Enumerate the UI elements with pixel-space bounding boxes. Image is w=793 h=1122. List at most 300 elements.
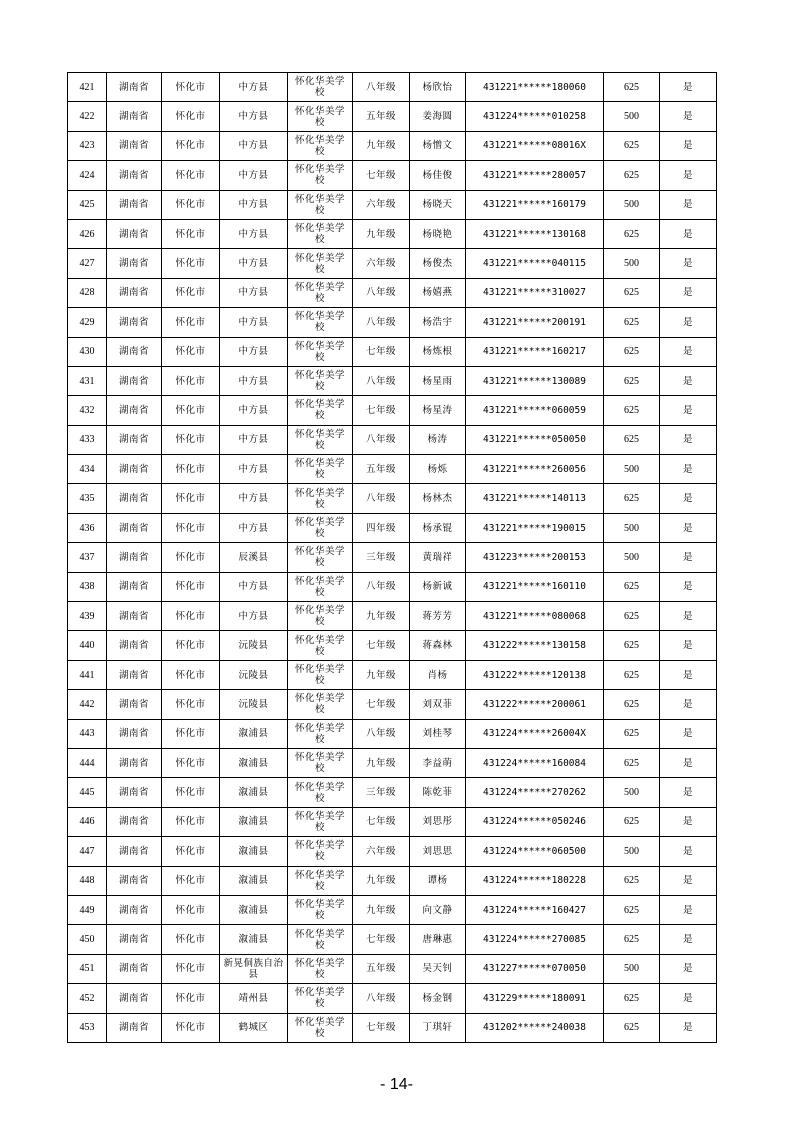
eligible-flag-cell: 是: [660, 308, 717, 337]
id-card-cell: 431221******280057: [466, 161, 604, 190]
county-cell: 中方县: [220, 337, 288, 366]
school-cell: 怀化华美学校: [288, 278, 353, 307]
id-card-cell: 431221******160110: [466, 572, 604, 601]
student-name-cell: 杨欣怡: [410, 73, 466, 102]
province-cell: 湖南省: [107, 249, 162, 278]
id-card-cell: 431224******270262: [466, 778, 604, 807]
county-cell: 中方县: [220, 73, 288, 102]
grade-cell: 四年级: [353, 513, 410, 542]
school-cell: 怀化华美学校: [288, 190, 353, 219]
student-name-cell: 杨涛: [410, 425, 466, 454]
school-cell: 怀化华美学校: [288, 1013, 353, 1042]
amount-cell: 625: [604, 73, 660, 102]
province-cell: 湖南省: [107, 161, 162, 190]
city-cell: 怀化市: [162, 278, 220, 307]
amount-cell: 625: [604, 425, 660, 454]
row-number-cell: 421: [68, 73, 107, 102]
id-card-cell: 431224******26004X: [466, 719, 604, 748]
school-cell: 怀化华美学校: [288, 719, 353, 748]
student-name-cell: 唐琳惠: [410, 925, 466, 954]
row-number-cell: 427: [68, 249, 107, 278]
student-name-cell: 杨浩宇: [410, 308, 466, 337]
id-card-cell: 431221******060059: [466, 396, 604, 425]
province-cell: 湖南省: [107, 484, 162, 513]
county-cell: 中方县: [220, 102, 288, 131]
id-card-cell: 431227******070050: [466, 954, 604, 983]
eligible-flag-cell: 是: [660, 572, 717, 601]
province-cell: 湖南省: [107, 219, 162, 248]
grade-cell: 七年级: [353, 925, 410, 954]
row-number-cell: 431: [68, 366, 107, 395]
grade-cell: 三年级: [353, 778, 410, 807]
row-number-cell: 442: [68, 690, 107, 719]
table-row: [68, 543, 717, 572]
school-cell: 怀化华美学校: [288, 102, 353, 131]
school-cell: 怀化华美学校: [288, 543, 353, 572]
county-cell: 溆浦县: [220, 837, 288, 866]
row-number-cell: 428: [68, 278, 107, 307]
city-cell: 怀化市: [162, 308, 220, 337]
city-cell: 怀化市: [162, 102, 220, 131]
eligible-flag-cell: 是: [660, 425, 717, 454]
student-name-cell: 杨俊杰: [410, 249, 466, 278]
grade-cell: 六年级: [353, 249, 410, 278]
id-card-cell: 431224******160427: [466, 895, 604, 924]
province-cell: 湖南省: [107, 602, 162, 631]
row-number-cell: 432: [68, 396, 107, 425]
province-cell: 湖南省: [107, 131, 162, 160]
student-name-cell: 李益萌: [410, 748, 466, 777]
eligible-flag-cell: 是: [660, 131, 717, 160]
student-name-cell: 刘思彤: [410, 807, 466, 836]
row-number-cell: 438: [68, 572, 107, 601]
eligible-flag-cell: 是: [660, 102, 717, 131]
grade-cell: 九年级: [353, 602, 410, 631]
grade-cell: 八年级: [353, 984, 410, 1013]
student-name-cell: 黄瑞祥: [410, 543, 466, 572]
id-card-cell: 431222******120138: [466, 660, 604, 689]
id-card-cell: 431221******08016X: [466, 131, 604, 160]
grade-cell: 八年级: [353, 73, 410, 102]
county-cell: 辰溪县: [220, 543, 288, 572]
student-name-cell: 杨憎文: [410, 131, 466, 160]
table-row: [68, 1013, 717, 1042]
table-row: [68, 249, 717, 278]
table-row: [68, 895, 717, 924]
amount-cell: 625: [604, 1013, 660, 1042]
page-number: - 14-: [380, 1076, 413, 1093]
grade-cell: 五年级: [353, 954, 410, 983]
county-cell: 靖州县: [220, 984, 288, 1013]
province-cell: 湖南省: [107, 543, 162, 572]
row-number-cell: 439: [68, 602, 107, 631]
id-card-cell: 431202******240038: [466, 1013, 604, 1042]
student-name-cell: 蒋芳芳: [410, 602, 466, 631]
amount-cell: 500: [604, 190, 660, 219]
school-cell: 怀化华美学校: [288, 161, 353, 190]
city-cell: 怀化市: [162, 984, 220, 1013]
table-row: [68, 102, 717, 131]
county-cell: 溆浦县: [220, 925, 288, 954]
county-cell: 沅陵县: [220, 690, 288, 719]
eligible-flag-cell: 是: [660, 602, 717, 631]
student-name-cell: 姜海圆: [410, 102, 466, 131]
province-cell: 湖南省: [107, 337, 162, 366]
eligible-flag-cell: 是: [660, 396, 717, 425]
student-name-cell: 刘桂琴: [410, 719, 466, 748]
city-cell: 怀化市: [162, 396, 220, 425]
amount-cell: 625: [604, 572, 660, 601]
eligible-flag-cell: 是: [660, 778, 717, 807]
eligible-flag-cell: 是: [660, 690, 717, 719]
row-number-cell: 426: [68, 219, 107, 248]
grade-cell: 九年级: [353, 866, 410, 895]
school-cell: 怀化华美学校: [288, 131, 353, 160]
row-number-cell: 436: [68, 513, 107, 542]
table-row: [68, 631, 717, 660]
county-cell: 中方县: [220, 396, 288, 425]
eligible-flag-cell: 是: [660, 748, 717, 777]
grade-cell: 八年级: [353, 572, 410, 601]
city-cell: 怀化市: [162, 1013, 220, 1042]
table-row: [68, 719, 717, 748]
id-card-cell: 431221******190015: [466, 513, 604, 542]
row-number-cell: 424: [68, 161, 107, 190]
id-card-cell: 431224******160084: [466, 748, 604, 777]
table-row: [68, 572, 717, 601]
row-number-cell: 425: [68, 190, 107, 219]
eligible-flag-cell: 是: [660, 984, 717, 1013]
province-cell: 湖南省: [107, 807, 162, 836]
student-name-cell: 刘思思: [410, 837, 466, 866]
student-name-cell: 刘双菲: [410, 690, 466, 719]
county-cell: 溆浦县: [220, 895, 288, 924]
eligible-flag-cell: 是: [660, 660, 717, 689]
county-cell: 中方县: [220, 455, 288, 484]
grade-cell: 八年级: [353, 425, 410, 454]
table-row: [68, 190, 717, 219]
amount-cell: 625: [604, 690, 660, 719]
province-cell: 湖南省: [107, 954, 162, 983]
eligible-flag-cell: 是: [660, 631, 717, 660]
school-cell: 怀化华美学校: [288, 249, 353, 278]
id-card-cell: 431221******160179: [466, 190, 604, 219]
amount-cell: 625: [604, 807, 660, 836]
student-name-cell: 杨星雨: [410, 366, 466, 395]
province-cell: 湖南省: [107, 1013, 162, 1042]
county-cell: 中方县: [220, 190, 288, 219]
city-cell: 怀化市: [162, 455, 220, 484]
grade-cell: 三年级: [353, 543, 410, 572]
province-cell: 湖南省: [107, 513, 162, 542]
student-name-cell: 谭杨: [410, 866, 466, 895]
province-cell: 湖南省: [107, 748, 162, 777]
eligible-flag-cell: 是: [660, 73, 717, 102]
id-card-cell: 431221******080068: [466, 602, 604, 631]
grade-cell: 九年级: [353, 660, 410, 689]
id-card-cell: 431221******050050: [466, 425, 604, 454]
county-cell: 中方县: [220, 278, 288, 307]
province-cell: 湖南省: [107, 719, 162, 748]
table-row: [68, 954, 717, 983]
row-number-cell: 446: [68, 807, 107, 836]
county-cell: 中方县: [220, 308, 288, 337]
school-cell: 怀化华美学校: [288, 660, 353, 689]
county-cell: 中方县: [220, 484, 288, 513]
city-cell: 怀化市: [162, 219, 220, 248]
row-number-cell: 451: [68, 954, 107, 983]
amount-cell: 625: [604, 895, 660, 924]
eligible-flag-cell: 是: [660, 190, 717, 219]
county-cell: 中方县: [220, 219, 288, 248]
amount-cell: 500: [604, 543, 660, 572]
grade-cell: 九年级: [353, 131, 410, 160]
student-name-cell: 杨金钢: [410, 984, 466, 1013]
county-cell: 溆浦县: [220, 866, 288, 895]
student-name-cell: 杨林杰: [410, 484, 466, 513]
id-card-cell: 431221******140113: [466, 484, 604, 513]
id-card-cell: 431224******180228: [466, 866, 604, 895]
province-cell: 湖南省: [107, 984, 162, 1013]
table-row: [68, 337, 717, 366]
eligible-flag-cell: 是: [660, 278, 717, 307]
city-cell: 怀化市: [162, 425, 220, 454]
amount-cell: 500: [604, 954, 660, 983]
city-cell: 怀化市: [162, 925, 220, 954]
amount-cell: 625: [604, 602, 660, 631]
grade-cell: 七年级: [353, 337, 410, 366]
amount-cell: 625: [604, 219, 660, 248]
province-cell: 湖南省: [107, 572, 162, 601]
table-row: [68, 602, 717, 631]
grade-cell: 八年级: [353, 308, 410, 337]
amount-cell: 625: [604, 337, 660, 366]
county-cell: 溆浦县: [220, 807, 288, 836]
student-name-cell: 杨星涛: [410, 396, 466, 425]
county-cell: 中方县: [220, 249, 288, 278]
eligible-flag-cell: 是: [660, 954, 717, 983]
student-name-cell: 吴天钊: [410, 954, 466, 983]
grade-cell: 七年级: [353, 690, 410, 719]
city-cell: 怀化市: [162, 73, 220, 102]
grade-cell: 八年级: [353, 366, 410, 395]
school-cell: 怀化华美学校: [288, 925, 353, 954]
eligible-flag-cell: 是: [660, 513, 717, 542]
amount-cell: 500: [604, 249, 660, 278]
row-number-cell: 444: [68, 748, 107, 777]
table-row: [68, 396, 717, 425]
amount-cell: 625: [604, 161, 660, 190]
eligible-flag-cell: 是: [660, 807, 717, 836]
city-cell: 怀化市: [162, 866, 220, 895]
county-cell: 溆浦县: [220, 748, 288, 777]
city-cell: 怀化市: [162, 543, 220, 572]
province-cell: 湖南省: [107, 631, 162, 660]
eligible-flag-cell: 是: [660, 455, 717, 484]
amount-cell: 625: [604, 396, 660, 425]
county-cell: 中方县: [220, 131, 288, 160]
student-name-cell: 肖杨: [410, 660, 466, 689]
table-row: [68, 425, 717, 454]
row-number-cell: 422: [68, 102, 107, 131]
student-name-cell: 杨新诚: [410, 572, 466, 601]
table-row: [68, 455, 717, 484]
id-card-cell: 431221******040115: [466, 249, 604, 278]
city-cell: 怀化市: [162, 778, 220, 807]
row-number-cell: 433: [68, 425, 107, 454]
grade-cell: 六年级: [353, 190, 410, 219]
table-row: [68, 308, 717, 337]
student-name-cell: 杨嬉燕: [410, 278, 466, 307]
id-card-cell: 431221******180060: [466, 73, 604, 102]
county-cell: 中方县: [220, 161, 288, 190]
city-cell: 怀化市: [162, 190, 220, 219]
roster-table: [67, 72, 717, 1043]
id-card-cell: 431229******180091: [466, 984, 604, 1013]
province-cell: 湖南省: [107, 425, 162, 454]
id-card-cell: 431221******260056: [466, 455, 604, 484]
table-row: [68, 837, 717, 866]
id-card-cell: 431224******010258: [466, 102, 604, 131]
province-cell: 湖南省: [107, 866, 162, 895]
county-cell: 中方县: [220, 572, 288, 601]
school-cell: 怀化华美学校: [288, 748, 353, 777]
table-row: [68, 807, 717, 836]
amount-cell: 625: [604, 748, 660, 777]
province-cell: 湖南省: [107, 660, 162, 689]
student-name-cell: 陈乾菲: [410, 778, 466, 807]
id-card-cell: 431223******200153: [466, 543, 604, 572]
amount-cell: 500: [604, 837, 660, 866]
row-number-cell: 429: [68, 308, 107, 337]
id-card-cell: 431221******310027: [466, 278, 604, 307]
province-cell: 湖南省: [107, 396, 162, 425]
city-cell: 怀化市: [162, 131, 220, 160]
eligible-flag-cell: 是: [660, 366, 717, 395]
school-cell: 怀化华美学校: [288, 308, 353, 337]
table-row: [68, 219, 717, 248]
school-cell: 怀化华美学校: [288, 484, 353, 513]
grade-cell: 八年级: [353, 484, 410, 513]
grade-cell: 九年级: [353, 895, 410, 924]
amount-cell: 500: [604, 513, 660, 542]
amount-cell: 500: [604, 455, 660, 484]
amount-cell: 625: [604, 131, 660, 160]
row-number-cell: 440: [68, 631, 107, 660]
grade-cell: 七年级: [353, 807, 410, 836]
row-number-cell: 448: [68, 866, 107, 895]
amount-cell: 625: [604, 631, 660, 660]
school-cell: 怀化华美学校: [288, 690, 353, 719]
province-cell: 湖南省: [107, 278, 162, 307]
school-cell: 怀化华美学校: [288, 337, 353, 366]
row-number-cell: 450: [68, 925, 107, 954]
amount-cell: 625: [604, 925, 660, 954]
student-name-cell: 丁琪轩: [410, 1013, 466, 1042]
row-number-cell: 423: [68, 131, 107, 160]
table-row: [68, 278, 717, 307]
school-cell: 怀化华美学校: [288, 513, 353, 542]
school-cell: 怀化华美学校: [288, 954, 353, 983]
amount-cell: 625: [604, 484, 660, 513]
student-name-cell: 向文静: [410, 895, 466, 924]
school-cell: 怀化华美学校: [288, 572, 353, 601]
school-cell: 怀化华美学校: [288, 455, 353, 484]
table-row: [68, 161, 717, 190]
table-row: [68, 131, 717, 160]
city-cell: 怀化市: [162, 895, 220, 924]
school-cell: 怀化华美学校: [288, 778, 353, 807]
table-row: [68, 866, 717, 895]
eligible-flag-cell: 是: [660, 837, 717, 866]
grade-cell: 七年级: [353, 396, 410, 425]
row-number-cell: 437: [68, 543, 107, 572]
row-number-cell: 452: [68, 984, 107, 1013]
province-cell: 湖南省: [107, 925, 162, 954]
city-cell: 怀化市: [162, 837, 220, 866]
school-cell: 怀化华美学校: [288, 396, 353, 425]
amount-cell: 625: [604, 866, 660, 895]
grade-cell: 五年级: [353, 455, 410, 484]
table-row: [68, 984, 717, 1013]
amount-cell: 625: [604, 984, 660, 1013]
grade-cell: 八年级: [353, 278, 410, 307]
eligible-flag-cell: 是: [660, 219, 717, 248]
province-cell: 湖南省: [107, 366, 162, 395]
school-cell: 怀化华美学校: [288, 866, 353, 895]
county-cell: 中方县: [220, 366, 288, 395]
eligible-flag-cell: 是: [660, 161, 717, 190]
eligible-flag-cell: 是: [660, 1013, 717, 1042]
id-card-cell: 431222******130158: [466, 631, 604, 660]
city-cell: 怀化市: [162, 484, 220, 513]
grade-cell: 八年级: [353, 719, 410, 748]
amount-cell: 500: [604, 778, 660, 807]
province-cell: 湖南省: [107, 73, 162, 102]
row-number-cell: 445: [68, 778, 107, 807]
eligible-flag-cell: 是: [660, 895, 717, 924]
city-cell: 怀化市: [162, 748, 220, 777]
city-cell: 怀化市: [162, 719, 220, 748]
eligible-flag-cell: 是: [660, 337, 717, 366]
city-cell: 怀化市: [162, 366, 220, 395]
id-card-cell: 431221******200191: [466, 308, 604, 337]
city-cell: 怀化市: [162, 631, 220, 660]
amount-cell: 625: [604, 660, 660, 689]
city-cell: 怀化市: [162, 690, 220, 719]
school-cell: 怀化华美学校: [288, 895, 353, 924]
city-cell: 怀化市: [162, 161, 220, 190]
eligible-flag-cell: 是: [660, 543, 717, 572]
province-cell: 湖南省: [107, 895, 162, 924]
city-cell: 怀化市: [162, 249, 220, 278]
eligible-flag-cell: 是: [660, 925, 717, 954]
eligible-flag-cell: 是: [660, 719, 717, 748]
county-cell: 溆浦县: [220, 778, 288, 807]
table-row: [68, 484, 717, 513]
student-name-cell: 杨炼根: [410, 337, 466, 366]
county-cell: 沅陵县: [220, 631, 288, 660]
county-cell: 沅陵县: [220, 660, 288, 689]
city-cell: 怀化市: [162, 513, 220, 542]
province-cell: 湖南省: [107, 102, 162, 131]
row-number-cell: 449: [68, 895, 107, 924]
table-row: [68, 660, 717, 689]
school-cell: 怀化华美学校: [288, 807, 353, 836]
county-cell: 中方县: [220, 513, 288, 542]
school-cell: 怀化华美学校: [288, 984, 353, 1013]
city-cell: 怀化市: [162, 337, 220, 366]
